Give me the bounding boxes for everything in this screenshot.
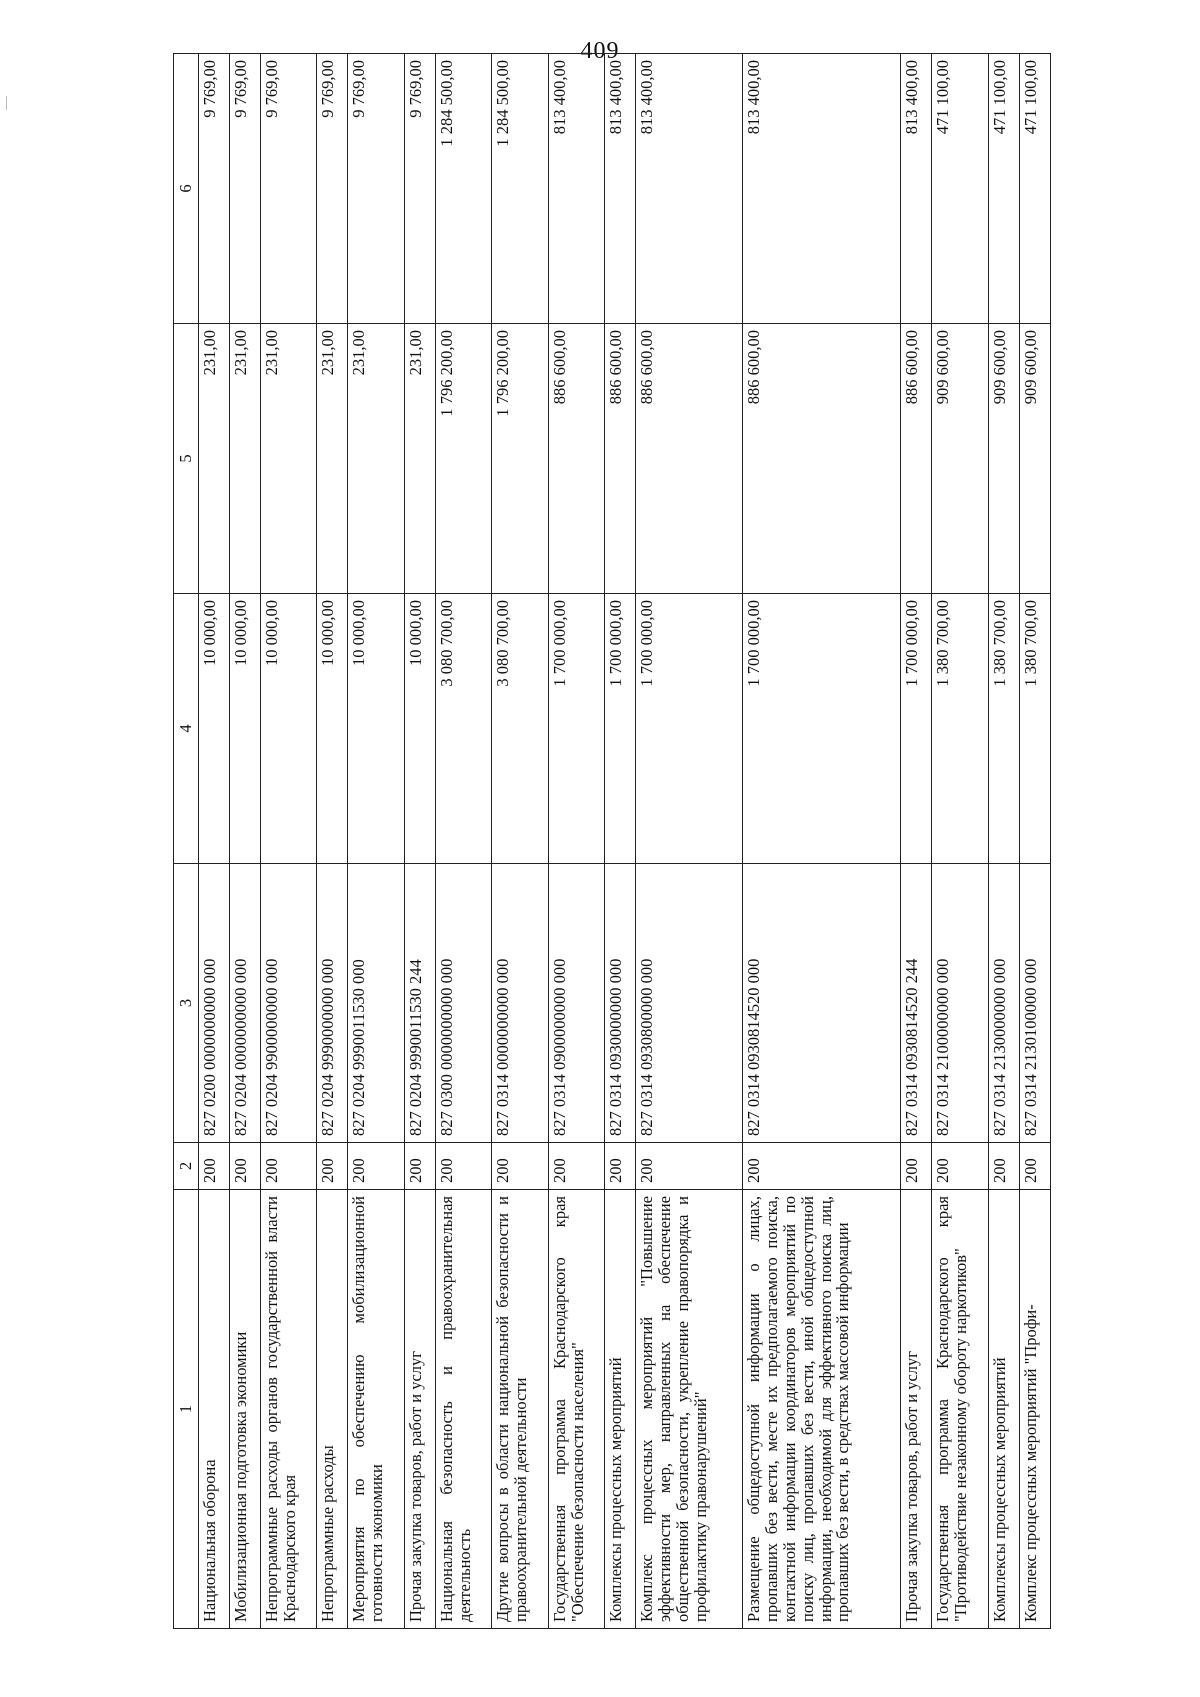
row-kbk: 827 0314 2130000000 000 — [988, 864, 1019, 1143]
row-kbk: 827 0204 9990000000 000 — [317, 864, 348, 1143]
row-kbk: 827 0314 0000000000 000 — [492, 864, 548, 1143]
row-col6: 9 769,00 — [229, 54, 260, 324]
row-name: Мероприятия по обеспечению мобилизационной готовности экономики — [348, 1190, 404, 1629]
row-col6: 1 284 500,00 — [492, 54, 548, 324]
row-name: Комплекс процессных мероприятий "Повышение эффективности мер, направленных на обеспечение общественной безопасности, укрепление правопорядка и профилактику правонарушений" — [636, 1190, 743, 1629]
row-col6: 471 100,00 — [1019, 54, 1050, 324]
header-col-5: 5 — [174, 324, 199, 594]
row-col5: 1 796 200,00 — [492, 324, 548, 594]
row-col4: 1 700 000,00 — [743, 594, 901, 864]
table-row — [492, 54, 548, 1629]
row-code: 200 — [636, 1143, 743, 1190]
row-col5: 231,00 — [260, 324, 316, 594]
row-col4: 1 380 700,00 — [932, 594, 988, 864]
row-code: 200 — [317, 1143, 348, 1190]
row-kbk: 827 0200 0000000000 000 — [198, 864, 229, 1143]
row-col6: 813 400,00 — [901, 54, 932, 324]
row-kbk: 827 0314 2130100000 000 — [1019, 864, 1050, 1143]
row-col6: 1 284 500,00 — [435, 54, 491, 324]
row-col5: 231,00 — [198, 324, 229, 594]
row-name: Национальная безопасность и правоохранительная деятельность — [435, 1190, 491, 1629]
row-kbk: 827 0204 9900000000 000 — [260, 864, 316, 1143]
row-code: 200 — [404, 1143, 435, 1190]
header-col-6: 6 — [174, 54, 199, 324]
row-col6: 9 769,00 — [260, 54, 316, 324]
row-code: 200 — [743, 1143, 901, 1190]
row-kbk: 827 0314 0930814520 244 — [901, 864, 932, 1143]
row-col5: 886 600,00 — [901, 324, 932, 594]
row-col5: 886 600,00 — [605, 324, 636, 594]
header-col-3: 3 — [174, 864, 199, 1143]
row-col6: 813 400,00 — [548, 54, 604, 324]
table-row — [317, 54, 348, 1629]
scan-mark — [6, 96, 7, 110]
row-col6: 471 100,00 — [932, 54, 988, 324]
row-col4: 1 700 000,00 — [901, 594, 932, 864]
table-row — [198, 54, 229, 1629]
row-code: 200 — [988, 1143, 1019, 1190]
table-row — [988, 54, 1019, 1629]
table-row — [1019, 54, 1050, 1629]
row-kbk: 827 0204 9990011530 244 — [404, 864, 435, 1143]
row-col6: 9 769,00 — [198, 54, 229, 324]
table-row — [636, 54, 743, 1629]
rotated-table-frame — [173, 60, 1051, 1629]
row-name: Размещение общедоступной информации о лицах, пропавших без вести, месте их предполагаемого поиска, контактной информации координаторов мероприятий по поиску лиц, пропавших без вести, иной общедоступной информации, необходимой для эффективного поиска лиц, пропавших без вести, в средствах массовой информации — [743, 1190, 901, 1629]
header-col-2: 2 — [174, 1143, 199, 1190]
row-code: 200 — [1019, 1143, 1050, 1190]
row-name: Непрограммные расходы — [317, 1190, 348, 1629]
row-kbk: 827 0314 2100000000 000 — [932, 864, 988, 1143]
row-code: 200 — [435, 1143, 491, 1190]
row-col5: 231,00 — [404, 324, 435, 594]
row-name: Прочая закупка товаров, работ и услуг — [404, 1190, 435, 1629]
row-kbk: 827 0300 0000000000 000 — [435, 864, 491, 1143]
row-kbk: 827 0314 0900000000 000 — [548, 864, 604, 1143]
row-code: 200 — [932, 1143, 988, 1190]
row-col6: 813 400,00 — [605, 54, 636, 324]
row-code: 200 — [492, 1143, 548, 1190]
row-col4: 1 700 000,00 — [605, 594, 636, 864]
budget-table — [173, 53, 1051, 1629]
row-name: Комплекс процессных мероприятий "Профи- — [1019, 1190, 1050, 1629]
row-col4: 1 700 000,00 — [548, 594, 604, 864]
row-col5: 886 600,00 — [548, 324, 604, 594]
row-col5: 231,00 — [317, 324, 348, 594]
row-code: 200 — [548, 1143, 604, 1190]
row-code: 200 — [901, 1143, 932, 1190]
header-col-1: 1 — [174, 1190, 199, 1629]
row-kbk: 827 0314 0930814520 000 — [743, 864, 901, 1143]
row-name: Государственная программа Краснодарского края "Противодействие незаконному обороту наркотиков" — [932, 1190, 988, 1629]
row-col6: 813 400,00 — [743, 54, 901, 324]
table-row — [932, 54, 988, 1629]
row-name: Комплексы процессных мероприятий — [605, 1190, 636, 1629]
row-col4: 1 380 700,00 — [1019, 594, 1050, 864]
table-row — [548, 54, 604, 1629]
table-header-row — [174, 54, 199, 1629]
row-name: Другие вопросы в области национальной безопасности и правоохранительной деятельности — [492, 1190, 548, 1629]
row-kbk: 827 0314 0930800000 000 — [636, 864, 743, 1143]
row-col5: 886 600,00 — [743, 324, 901, 594]
row-code: 200 — [229, 1143, 260, 1190]
row-col6: 9 769,00 — [404, 54, 435, 324]
table-row — [229, 54, 260, 1629]
row-name: Национальная оборона — [198, 1190, 229, 1629]
row-code: 200 — [260, 1143, 316, 1190]
row-name: Государственная программа Краснодарского края "Обеспечение безопасности населения" — [548, 1190, 604, 1629]
row-col4: 3 080 700,00 — [492, 594, 548, 864]
row-col6: 9 769,00 — [348, 54, 404, 324]
row-col6: 471 100,00 — [988, 54, 1019, 324]
row-code: 200 — [348, 1143, 404, 1190]
row-code: 200 — [198, 1143, 229, 1190]
page-number: 409 — [580, 38, 620, 64]
row-col4: 10 000,00 — [348, 594, 404, 864]
row-name: Комплексы процессных мероприятий — [988, 1190, 1019, 1629]
header-col-4: 4 — [174, 594, 199, 864]
table-row — [404, 54, 435, 1629]
row-kbk: 827 0204 0000000000 000 — [229, 864, 260, 1143]
row-col5: 909 600,00 — [932, 324, 988, 594]
row-col4: 10 000,00 — [198, 594, 229, 864]
row-name: Мобилизационная подготовка экономики — [229, 1190, 260, 1629]
row-col4: 1 700 000,00 — [636, 594, 743, 864]
row-col6: 9 769,00 — [317, 54, 348, 324]
row-col4: 1 380 700,00 — [988, 594, 1019, 864]
row-name: Прочая закупка товаров, работ и услуг — [901, 1190, 932, 1629]
table-row — [605, 54, 636, 1629]
row-col4: 10 000,00 — [260, 594, 316, 864]
table-row — [260, 54, 316, 1629]
row-col5: 231,00 — [229, 324, 260, 594]
table-row — [348, 54, 404, 1629]
row-col4: 10 000,00 — [404, 594, 435, 864]
row-col6: 813 400,00 — [636, 54, 743, 324]
row-col5: 1 796 200,00 — [435, 324, 491, 594]
row-name: Непрограммные расходы органов государственной власти Краснодарского края — [260, 1190, 316, 1629]
row-col5: 909 600,00 — [1019, 324, 1050, 594]
row-col4: 3 080 700,00 — [435, 594, 491, 864]
row-col5: 909 600,00 — [988, 324, 1019, 594]
row-col5: 231,00 — [348, 324, 404, 594]
table-row — [901, 54, 932, 1629]
row-col5: 886 600,00 — [636, 324, 743, 594]
row-kbk: 827 0204 9990011530 000 — [348, 864, 404, 1143]
row-col4: 10 000,00 — [229, 594, 260, 864]
row-col4: 10 000,00 — [317, 594, 348, 864]
row-code: 200 — [605, 1143, 636, 1190]
table-row — [743, 54, 901, 1629]
table-row — [435, 54, 491, 1629]
row-kbk: 827 0314 0930000000 000 — [605, 864, 636, 1143]
